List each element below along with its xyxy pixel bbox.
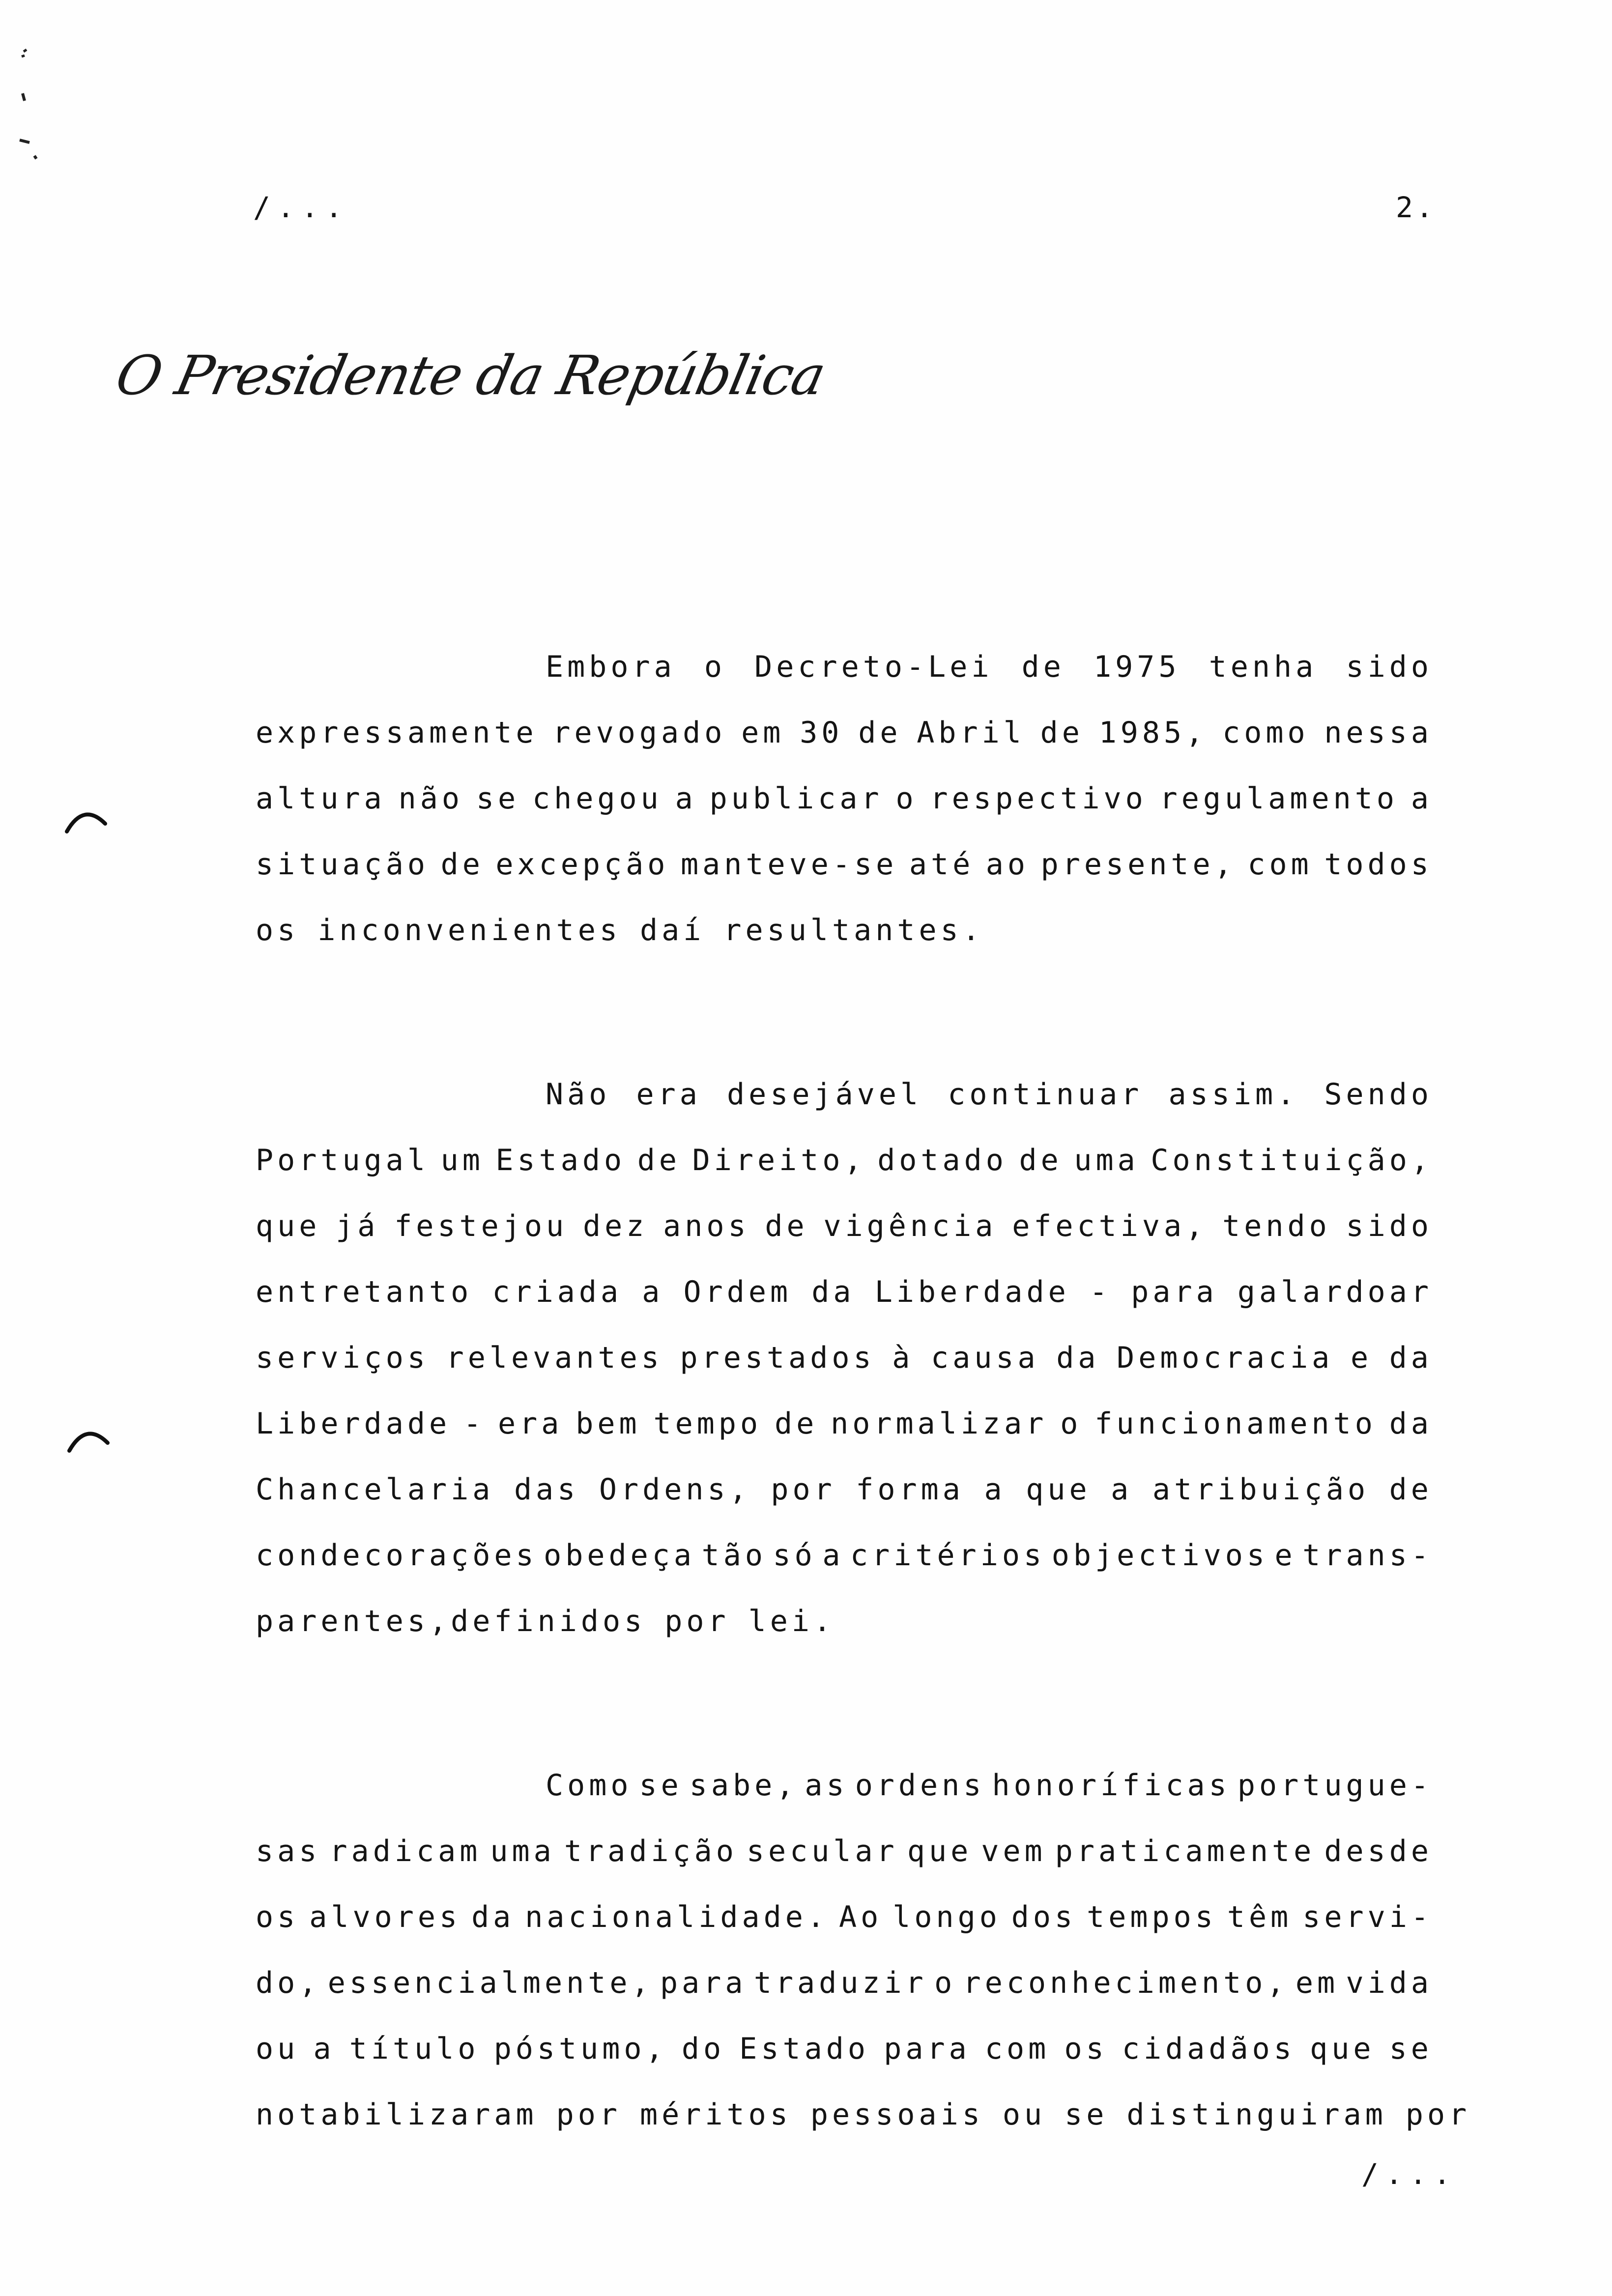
punch-hole-top <box>64 806 108 835</box>
text-line: Não era desejável continuar assim. Sendo <box>546 1077 1433 1112</box>
punch-hole-bottom <box>66 1425 111 1455</box>
text-line: notabilizaram por méritos pessoais ou se distinguiram por <box>256 2097 1471 2132</box>
page-number: 2. <box>1396 191 1436 224</box>
margin-marks <box>15 47 44 174</box>
text-line: serviços relevantes prestados à causa da Democracia e da <box>256 1341 1433 1375</box>
text-line: do, essencialmente, para traduzir o reconhecimento, em vida <box>256 1966 1433 2000</box>
text-line: altura não se chegou a publicar o respectivo regulamento a <box>256 781 1433 816</box>
text-line: sas radicam uma tradição secular que vem praticamente desde <box>256 1834 1433 1868</box>
text-line: entretanto criada a Ordem da Liberdade - para galardoar <box>256 1275 1433 1309</box>
paragraph <box>256 1752 1471 2148</box>
continuation-mark-top: /... <box>253 191 349 224</box>
letterhead-title: O Presidente da República <box>111 344 831 407</box>
text-line: os inconvenientes daí resultantes. <box>256 913 984 947</box>
text-line: ou a título póstumo, do Estado para com os cidadãos que se <box>256 2032 1433 2066</box>
body-text <box>256 634 1471 2148</box>
paragraph <box>256 1062 1433 1654</box>
continuation-mark-bottom: /... <box>1361 2157 1458 2191</box>
text-line: Embora o Decreto-Lei de 1975 tenha sido <box>546 650 1433 684</box>
text-line: Chancelaria das Ordens, por forma a que a atribuição de <box>256 1472 1433 1507</box>
text-line: os alvores da nacionalidade. Ao longo dos tempos têm servi- <box>256 1900 1433 1934</box>
text-line: parentes,definidos por lei. <box>256 1604 835 1638</box>
text-line: Portugal um Estado de Direito, dotado de uma Constituição, <box>256 1143 1433 1177</box>
paragraph <box>256 634 1433 963</box>
text-line: Liberdade - era bem tempo de normalizar o funcionamento da <box>256 1406 1433 1441</box>
text-line: expressamente revogado em 30 de Abril de 1985, como nessa <box>256 716 1433 750</box>
text-line: Como se sabe, as ordens honoríficas portugue- <box>546 1768 1433 1803</box>
text-line: que já festejou dez anos de vigência efectiva, tendo sido <box>256 1209 1433 1243</box>
text-line: situação de excepção manteve-se até ao presente, com todos <box>256 847 1433 882</box>
text-line: condecorações obedeça tão só a critérios objectivos e trans- <box>256 1538 1433 1573</box>
